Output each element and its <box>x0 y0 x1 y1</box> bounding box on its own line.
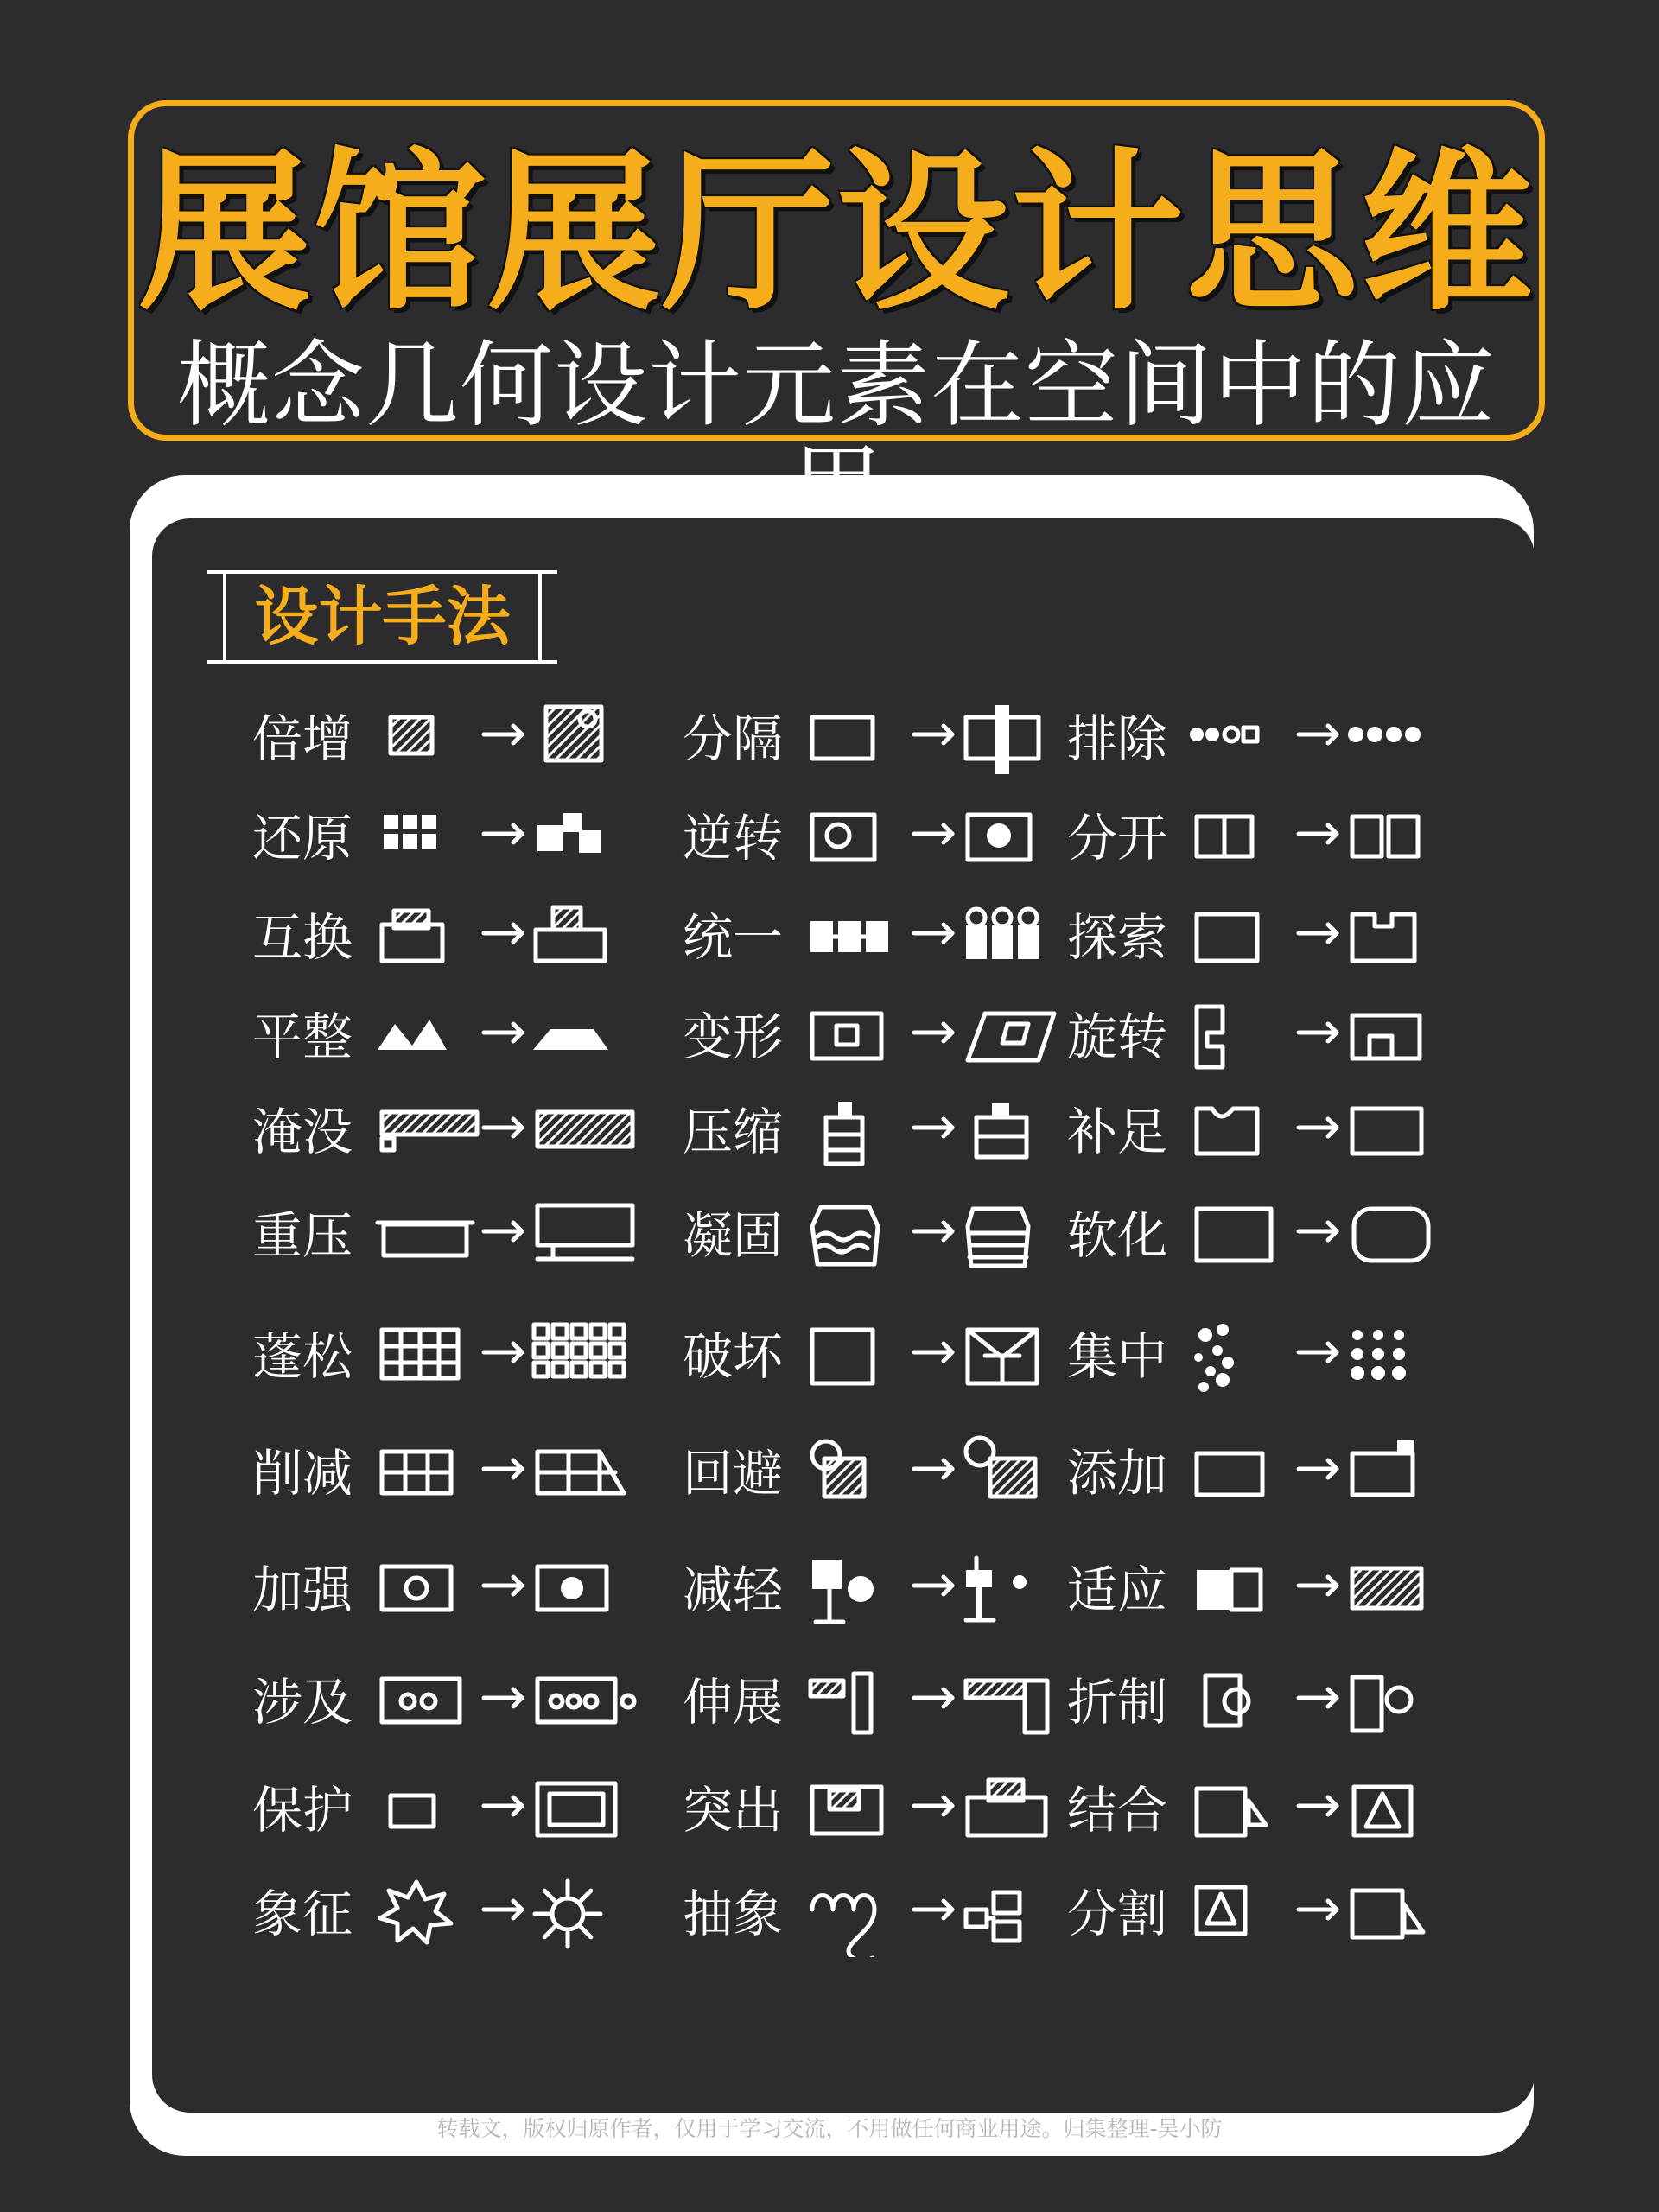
after-shape <box>537 1567 607 1610</box>
technique-label: 突出 <box>683 1781 784 1840</box>
technique-label: 添加 <box>1067 1444 1168 1503</box>
after-shape <box>966 1892 1020 1941</box>
technique-label: 凝固 <box>683 1206 784 1265</box>
abstract-sketch-icon <box>804 1871 1080 1957</box>
technique-label: 分割 <box>1067 1885 1168 1943</box>
after-shape <box>1352 1568 1421 1608</box>
technique-label: 逆转 <box>683 809 784 868</box>
before-shape <box>826 1102 862 1164</box>
before-shape <box>382 911 442 961</box>
arrow-icon <box>1299 1460 1337 1478</box>
technique-label: 回避 <box>683 1444 784 1503</box>
before-shape <box>1205 1675 1249 1726</box>
arrow-icon <box>1299 925 1337 942</box>
technique-protect <box>252 1767 650 1853</box>
after-shape <box>537 813 601 853</box>
technique-label: 蓬松 <box>252 1327 353 1386</box>
after-shape <box>1352 1440 1414 1495</box>
restore-sketch-icon <box>373 795 650 881</box>
technique-label: 分开 <box>1067 809 1168 868</box>
arrow-icon <box>914 1797 952 1815</box>
arrow-icon <box>1299 1577 1337 1594</box>
arrow-icon <box>484 825 522 842</box>
arrow-icon <box>914 825 952 842</box>
arrow-icon <box>1299 1797 1337 1815</box>
technique-submerge <box>252 1089 650 1175</box>
arrow-icon <box>484 1223 522 1240</box>
before-shape <box>812 1441 864 1497</box>
before-shape <box>1197 1109 1257 1154</box>
before-shape <box>810 921 888 952</box>
before-shape <box>391 1796 434 1827</box>
arrow-icon <box>914 1024 952 1041</box>
arrow-icon <box>1299 825 1337 842</box>
deform-sketch-icon <box>804 994 1080 1080</box>
technique-separate <box>683 696 1080 782</box>
after-shape <box>1352 914 1414 961</box>
technique-reverse <box>683 795 1080 881</box>
compress-sketch-icon <box>804 1089 1080 1175</box>
technique-avoid <box>683 1430 1080 1516</box>
technique-complement <box>1067 1089 1465 1175</box>
after-shape <box>1354 1787 1411 1835</box>
involve-sketch-icon <box>373 1659 650 1745</box>
arrow-icon <box>1299 1344 1337 1361</box>
press-sketch-icon <box>373 1192 650 1279</box>
before-shape <box>1197 817 1252 856</box>
before-shape <box>391 717 432 753</box>
technique-loosen <box>252 1313 650 1400</box>
technique-flatten <box>252 994 650 1080</box>
before-shape <box>1190 728 1257 741</box>
divide-sketch-icon <box>1188 795 1465 881</box>
technique-label: 结合 <box>1067 1781 1168 1840</box>
reduce-sketch-icon <box>373 1430 650 1516</box>
arrow-icon <box>484 1577 522 1594</box>
after-shape <box>1354 1209 1428 1261</box>
arrow-icon <box>484 1024 522 1041</box>
technique-press <box>252 1192 650 1279</box>
complement-sketch-icon <box>1188 1089 1465 1175</box>
before-shape <box>382 1330 458 1378</box>
arrow-icon <box>914 1577 952 1594</box>
arrow-icon <box>484 925 522 942</box>
split-sketch-icon <box>1188 1871 1465 1957</box>
technique-adapt <box>1067 1547 1465 1633</box>
arrow-icon <box>914 1689 952 1707</box>
after-shape <box>966 1558 1027 1620</box>
arrow-icon <box>484 1689 522 1707</box>
protrude-sketch-icon <box>804 1767 1080 1853</box>
technique-label: 重压 <box>252 1206 353 1265</box>
after-shape <box>533 1029 608 1050</box>
arrow-icon <box>914 1901 952 1918</box>
after-shape <box>536 907 605 961</box>
technique-solidify <box>683 1192 1080 1279</box>
before-shape <box>382 1679 460 1722</box>
technique-label: 变形 <box>683 1007 784 1066</box>
technique-label: 破坏 <box>683 1327 784 1386</box>
after-shape <box>968 1209 1028 1266</box>
technique-break <box>683 1313 1080 1400</box>
before-shape <box>812 1207 878 1264</box>
arrow-icon <box>1299 1119 1337 1136</box>
arrow-icon <box>484 1460 522 1478</box>
technique-explore <box>1067 894 1465 981</box>
title-banner <box>128 100 1545 441</box>
technique-label: 保护 <box>252 1781 353 1840</box>
technique-divide <box>1067 795 1465 881</box>
before-shape <box>812 1787 881 1834</box>
copyright-note: 转载文，版权归原作者，仅用于学习交流，不用做任何商业用途。归集整理-吴小防 <box>436 2116 1223 2141</box>
technique-label: 探索 <box>1067 908 1168 967</box>
fold-sketch-icon <box>1188 1659 1465 1745</box>
after-shape <box>535 1881 601 1947</box>
technique-label: 还原 <box>252 809 353 868</box>
arrow-icon <box>914 1223 952 1240</box>
arrow-icon <box>914 1460 952 1478</box>
before-shape <box>812 815 874 860</box>
technique-label: 平整 <box>252 1007 353 1066</box>
arrow-icon <box>1299 1223 1337 1240</box>
technique-swap <box>252 894 650 981</box>
before-shape <box>1197 1209 1271 1261</box>
after-shape <box>968 1014 1054 1060</box>
page-subtitle: 概念几何设计元素在空间中的应 <box>176 332 1496 440</box>
arrow-icon <box>1299 1689 1337 1707</box>
after-shape <box>968 1780 1046 1835</box>
strengthen-sketch-icon <box>373 1547 650 1633</box>
reverse-sketch-icon <box>804 795 1080 881</box>
lighten-sketch-icon <box>804 1547 1080 1633</box>
section-label: 设计手法 <box>254 580 511 654</box>
after-shape <box>546 707 601 760</box>
before-shape <box>380 1882 451 1942</box>
label-rule-top <box>207 570 557 574</box>
technique-label: 旋转 <box>1067 1007 1168 1066</box>
technique-multiply <box>252 696 650 782</box>
before-shape <box>1197 1887 1245 1934</box>
before-shape <box>1197 1789 1266 1835</box>
before-shape <box>378 1020 447 1050</box>
technique-split <box>1067 1871 1465 1957</box>
technique-label: 压缩 <box>683 1103 784 1161</box>
technique-label: 集中 <box>1067 1327 1168 1386</box>
symbolize-sketch-icon <box>373 1871 650 1957</box>
before-shape <box>384 815 436 849</box>
technique-rotate <box>1067 994 1465 1080</box>
technique-label: 涉及 <box>252 1673 353 1732</box>
technique-label: 统一 <box>683 908 784 967</box>
technique-fold <box>1067 1659 1465 1745</box>
after-shape <box>537 1112 632 1147</box>
avoid-sketch-icon <box>804 1430 1080 1516</box>
before-shape <box>378 1223 473 1255</box>
technique-abstract <box>683 1871 1080 1957</box>
exclude-sketch-icon <box>1188 696 1465 782</box>
after-shape <box>1352 1015 1420 1058</box>
before-shape <box>1197 1453 1262 1495</box>
technique-compress <box>683 1089 1080 1175</box>
before-shape <box>1197 914 1257 961</box>
arrow-icon <box>914 1119 952 1136</box>
arrow-icon <box>484 1901 522 1918</box>
technique-label: 分隔 <box>683 709 784 768</box>
technique-deform <box>683 994 1080 1080</box>
section-label-box <box>207 570 557 664</box>
technique-combine <box>1067 1767 1465 1853</box>
after-shape <box>1351 1330 1406 1380</box>
technique-restore <box>252 795 650 881</box>
technique-label: 抽象 <box>683 1885 784 1943</box>
technique-exclude <box>1067 696 1465 782</box>
after-shape <box>966 909 1039 959</box>
before-shape <box>812 1330 873 1383</box>
technique-label: 淹没 <box>252 1103 353 1161</box>
technique-label: 加强 <box>252 1560 353 1619</box>
technique-concentrate <box>1067 1313 1465 1400</box>
technique-strengthen <box>252 1547 650 1633</box>
after-shape <box>537 1205 632 1259</box>
break-sketch-icon <box>804 1313 1080 1400</box>
explore-sketch-icon <box>1188 894 1465 981</box>
arrow-icon <box>1299 726 1337 743</box>
technique-label: 减轻 <box>683 1560 784 1619</box>
arrow-icon <box>1299 1901 1337 1918</box>
before-shape <box>812 717 873 759</box>
technique-stretch <box>683 1659 1080 1745</box>
technique-soften <box>1067 1192 1465 1279</box>
after-shape <box>976 1103 1027 1157</box>
after-shape <box>1352 1109 1421 1154</box>
protect-sketch-icon <box>373 1767 650 1853</box>
technique-label: 适应 <box>1067 1560 1168 1619</box>
technique-protrude <box>683 1767 1080 1853</box>
technique-label: 折制 <box>1067 1673 1168 1732</box>
after-shape <box>534 1325 624 1376</box>
after-shape <box>968 1330 1037 1383</box>
technique-lighten <box>683 1547 1080 1633</box>
arrow-icon <box>484 1119 522 1136</box>
separate-sketch-icon <box>804 696 1080 782</box>
unify-sketch-icon <box>804 894 1080 981</box>
after-shape <box>1352 1891 1423 1937</box>
arrow-icon <box>914 1344 952 1361</box>
arrow-icon <box>484 1797 522 1815</box>
concentrate-sketch-icon <box>1188 1313 1465 1400</box>
technique-label: 倍增 <box>252 709 353 768</box>
arrow-icon <box>1299 1024 1337 1041</box>
arrow-icon <box>914 726 952 743</box>
arrow-icon <box>914 925 952 942</box>
before-shape <box>812 1560 874 1622</box>
after-shape <box>1348 727 1421 742</box>
combine-sketch-icon <box>1188 1767 1465 1853</box>
soften-sketch-icon <box>1188 1192 1465 1279</box>
solidify-sketch-icon <box>804 1192 1080 1279</box>
rotate-sketch-icon <box>1188 994 1465 1080</box>
before-shape <box>382 1567 451 1610</box>
label-rule-bottom <box>207 660 557 664</box>
after-shape <box>1352 1677 1411 1731</box>
before-shape <box>1194 1324 1234 1392</box>
technique-label: 软化 <box>1067 1206 1168 1265</box>
technique-label: 排除 <box>1067 709 1168 768</box>
arrow-icon <box>484 1344 522 1361</box>
after-shape <box>966 1438 1035 1497</box>
submerge-sketch-icon <box>373 1089 650 1175</box>
technique-label: 补足 <box>1067 1103 1168 1161</box>
flatten-sketch-icon <box>373 994 650 1080</box>
arrow-icon <box>484 726 522 743</box>
before-shape <box>1197 1007 1223 1067</box>
add-sketch-icon <box>1188 1430 1465 1516</box>
page-title: 展馆展厅设计思维 <box>137 133 1535 334</box>
after-shape <box>966 1681 1047 1732</box>
after-shape <box>537 1679 634 1722</box>
before-shape <box>812 1014 881 1058</box>
technique-label: 象征 <box>252 1885 353 1943</box>
loosen-sketch-icon <box>373 1313 650 1400</box>
before-shape <box>1197 1570 1261 1610</box>
multiply-sketch-icon <box>373 696 650 782</box>
before-shape <box>810 1674 871 1732</box>
technique-involve <box>252 1659 650 1745</box>
technique-add <box>1067 1430 1465 1516</box>
after-shape <box>537 1452 624 1493</box>
swap-sketch-icon <box>373 894 650 981</box>
technique-label: 互换 <box>252 908 353 967</box>
before-shape <box>382 1452 451 1493</box>
technique-unify <box>683 894 1080 981</box>
after-shape <box>1352 817 1418 856</box>
adapt-sketch-icon <box>1188 1547 1465 1633</box>
technique-symbolize <box>252 1871 650 1957</box>
technique-label: 伸展 <box>683 1673 784 1732</box>
after-shape <box>968 815 1030 860</box>
stretch-sketch-icon <box>804 1659 1080 1745</box>
before-shape <box>812 1896 874 1958</box>
after-shape <box>966 705 1039 774</box>
technique-reduce <box>252 1430 650 1516</box>
after-shape <box>537 1783 615 1835</box>
technique-label: 削减 <box>252 1444 353 1503</box>
before-shape <box>382 1112 477 1150</box>
